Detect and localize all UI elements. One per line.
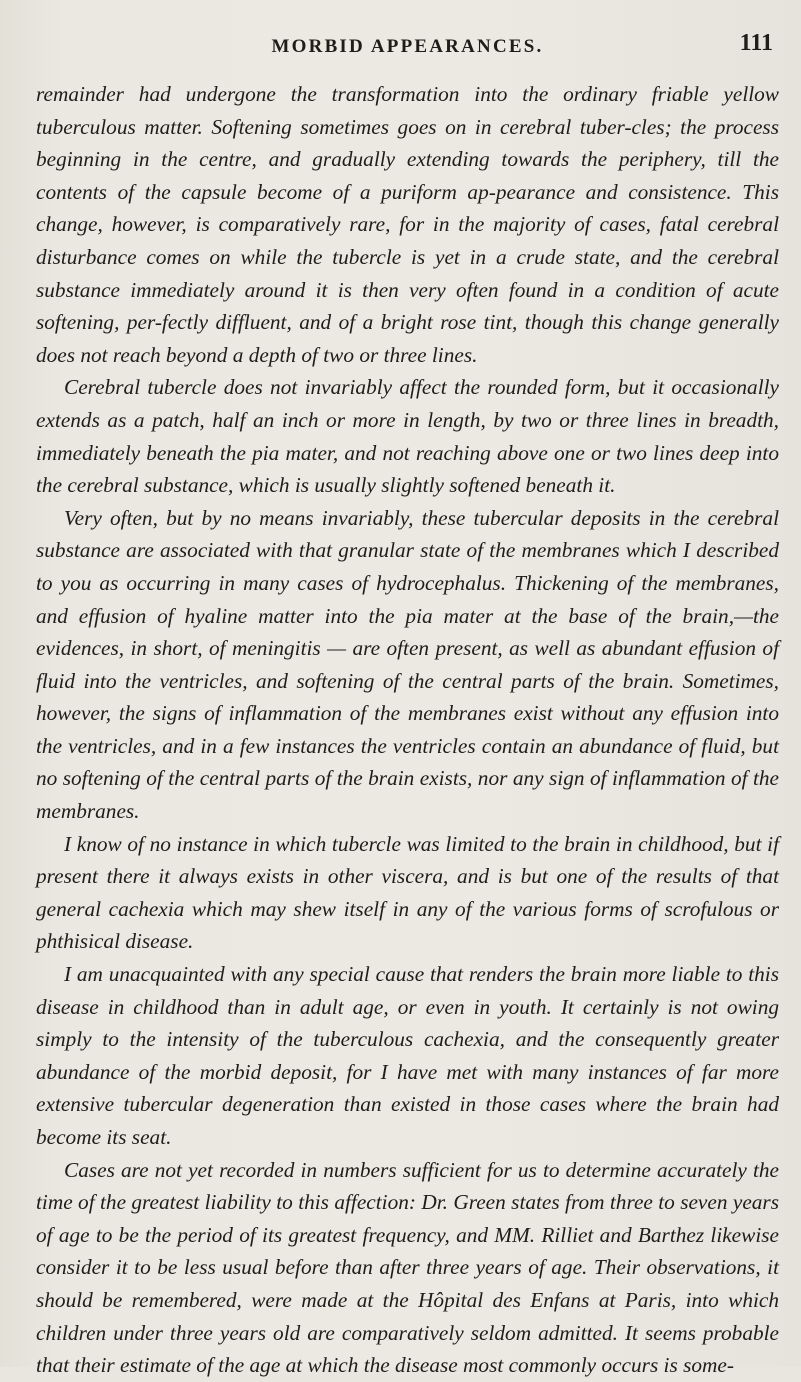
page-number: 111 [739,30,773,56]
running-head [36,0,779,60]
body-text [36,78,779,1382]
paragraph-6: Cases are not yet recorded in numbers sufficient for us to determine accurately the time of the greatest liability to this affection: Dr. Green states from three to seven years of age to be the period of its greatest frequency, and MM. Rilliet and Barthez likewise consider it to be less usual before than after three years of age. Their observations, it should be remembered, were made at the Hôpital des Enfans at Paris, into which children under three years old are comparatively seldom admitted. It seems probable that their estimate of the age at which the disease most commonly occurs is some- [36,1157,779,1378]
paragraph-2: Cerebral tubercle does not invariably affect the rounded form, but it occasionally extends as a patch, half an inch or more in length, by two or three lines in breadth, immediately beneath the pia mater, and not reaching above one or two lines deep into the cerebral substance, which is usually slightly softened beneath it. [36,375,779,498]
paragraph-4: I know of no instance in which tubercle was limited to the brain in childhood, but if present there it always exists in other viscera, and is but one of the results of that general cachexia which may shew itself in any of the various forms of scrofulous or phthisical disease. [36,831,779,954]
running-title: MORBID APPEARANCES. [271,36,544,57]
paragraph-5: I am unacquainted with any special cause that renders the brain more liable to this disease in childhood than in adult age, or even in youth. It certainly is not owing simply to the intensity of the tuberculous cachexia, and the consequently greater abundance of the morbid deposit, for I have met with many instances of far more extensive tubercular degeneration than existed in those cases where the brain had become its seat. [36,962,779,1149]
paragraph-3: Very often, but by no means invariably, these tubercular deposits in the cerebral substance are associated with that granular state of the membranes which I described to you as occurring in many cases of hydrocephalus. Thickening of the membranes, and effusion of hyaline matter into the pia mater at the base of the brain,—the evidences, in short, of meningitis — are often present, as well as abundant effusion of fluid into the ventricles, and softening of the central parts of the brain. Sometimes, however, the signs of inflammation of the membranes exist without any effusion into the ventricles, and in a few instances the ventricles contain an abundance of fluid, but no softening of the central parts of the brain exists, nor any sign of inflammation of the membranes. [36,505,779,824]
paragraph-1: remainder had undergone the transformation into the ordinary friable yellow tuberculous matter. Softening sometimes goes on in cerebral tuber-cles; the process beginning in the centre, and gradually extending towards the periphery, till the contents of the capsule become of a puriform ap-pearance and consistence. This change, however, is comparatively rare, for in the majority of cases, fatal cerebral disturbance comes on while the tubercle is yet in a crude state, and the cerebral substance immediately around it is then very often found in a condition of acute softening, per-fectly diffluent, and of a bright rose tint, though this change generally does not reach beyond a depth of two or three lines. [36,82,779,367]
